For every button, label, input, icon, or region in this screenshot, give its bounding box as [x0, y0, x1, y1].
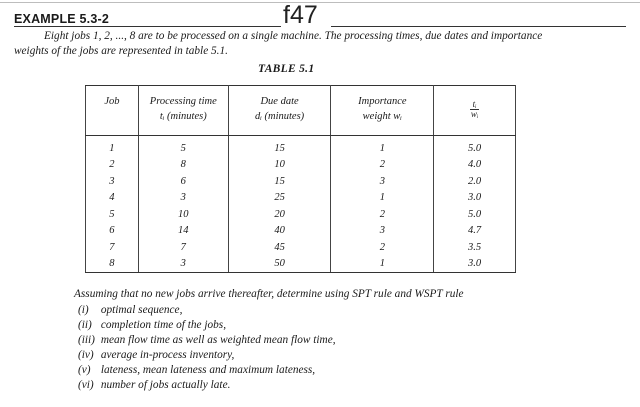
question-item-text: average in-process inventory, [100, 349, 235, 362]
heading-rule-right [331, 26, 626, 27]
cell-weight: 1 [331, 136, 434, 157]
cell-ratio: 3.0 [434, 256, 516, 273]
cell-due-date: 50 [228, 256, 331, 273]
question-item [74, 303, 604, 318]
cell-due-date: 20 [228, 206, 331, 223]
cell-processing-time: 14 [138, 223, 228, 240]
question-items [74, 303, 604, 394]
cell-weight: 3 [331, 223, 434, 240]
cell-processing-time: 3 [138, 256, 228, 273]
cell-weight: 1 [331, 256, 434, 273]
cell-processing-time: 8 [138, 157, 228, 174]
question-item-label: (ii) [78, 319, 92, 332]
question-item [74, 333, 604, 348]
table-row [86, 206, 516, 223]
question-item-text: lateness, mean lateness and maximum lateness, [100, 364, 316, 377]
cell-due-date: 15 [228, 173, 331, 190]
question-item-label: (v) [78, 364, 91, 377]
cell-weight: 3 [331, 173, 434, 190]
table-row [86, 256, 516, 273]
cell-due-date: 10 [228, 157, 331, 174]
cell-due-date: 25 [228, 190, 331, 207]
question-stem: Assuming that no new jobs arrive thereafter, determine using SPT rule and WSPT rule [74, 288, 464, 300]
question-item [74, 363, 604, 378]
table-row [86, 157, 516, 174]
cell-weight: 2 [331, 239, 434, 256]
cell-ratio: 2.0 [434, 173, 516, 190]
question-item [74, 318, 604, 333]
cell-weight: 2 [331, 157, 434, 174]
subheader-due-date: dᵢ (minutes) [228, 109, 331, 136]
cell-ratio: 5.0 [434, 136, 516, 157]
header-importance: Importance [331, 86, 434, 110]
question-item-label: (iv) [78, 349, 94, 362]
subheader-importance: weight wᵢ [331, 109, 434, 136]
cell-job: 4 [86, 190, 139, 207]
table-row [86, 223, 516, 240]
table-row [86, 190, 516, 207]
cell-job: 5 [86, 206, 139, 223]
header-processing-time: Processing time [138, 86, 228, 110]
cell-processing-time: 10 [138, 206, 228, 223]
intro-paragraph: Eight jobs 1, 2, ..., 8 are to be processed on a single machine. The processing times, due dates and importance weights of the jobs are represented in table 5.1. [14, 30, 543, 57]
question-item-label: (vi) [78, 379, 94, 392]
cell-job: 7 [86, 239, 139, 256]
cell-due-date: 15 [228, 136, 331, 157]
header-job: Job [86, 86, 139, 110]
ratio-fraction [470, 100, 479, 119]
cell-job: 8 [86, 256, 139, 273]
table-body [86, 136, 516, 273]
cell-weight: 1 [331, 190, 434, 207]
cell-job: 2 [86, 157, 139, 174]
cell-ratio: 3.5 [434, 239, 516, 256]
question-item-text: completion time of the jobs, [100, 319, 227, 332]
heading-rule-left [14, 26, 281, 27]
cell-processing-time: 7 [138, 239, 228, 256]
question-item-label: (iii) [78, 334, 95, 347]
cell-ratio: 3.0 [434, 190, 516, 207]
top-divider [0, 2, 640, 3]
cell-processing-time: 5 [138, 136, 228, 157]
question-item-text: mean flow time as well as weighted mean flow time, [100, 334, 336, 347]
ratio-denominator: wᵢ [470, 108, 479, 119]
table-row [86, 239, 516, 256]
cell-job: 6 [86, 223, 139, 240]
table-row [86, 136, 516, 157]
cell-processing-time: 3 [138, 190, 228, 207]
subheader-processing-time: tᵢ (minutes) [138, 109, 228, 136]
subheader-job [86, 109, 139, 136]
table-header-row [86, 86, 516, 110]
table-caption: TABLE 5.1 [258, 63, 315, 75]
question-block [74, 287, 604, 394]
cell-ratio: 4.0 [434, 157, 516, 174]
header-due-date: Due date [228, 86, 331, 110]
example-heading: EXAMPLE 5.3-2 [14, 12, 109, 26]
cell-due-date: 45 [228, 239, 331, 256]
question-item [74, 378, 604, 393]
cell-job: 3 [86, 173, 139, 190]
question-item-text: optimal sequence, [100, 304, 183, 316]
cell-job: 1 [86, 136, 139, 157]
question-item [74, 348, 604, 363]
table-row [86, 173, 516, 190]
question-item-label: (i) [78, 304, 89, 316]
ratio-numerator: tᵢ [470, 100, 479, 110]
cell-weight: 2 [331, 206, 434, 223]
page-tag: f47 [283, 1, 318, 29]
question-item-text: number of jobs actually late. [100, 379, 231, 392]
cell-ratio: 5.0 [434, 206, 516, 223]
cell-ratio: 4.7 [434, 223, 516, 240]
cell-processing-time: 6 [138, 173, 228, 190]
cell-due-date: 40 [228, 223, 331, 240]
jobs-table [85, 85, 516, 273]
header-ratio [434, 86, 516, 136]
